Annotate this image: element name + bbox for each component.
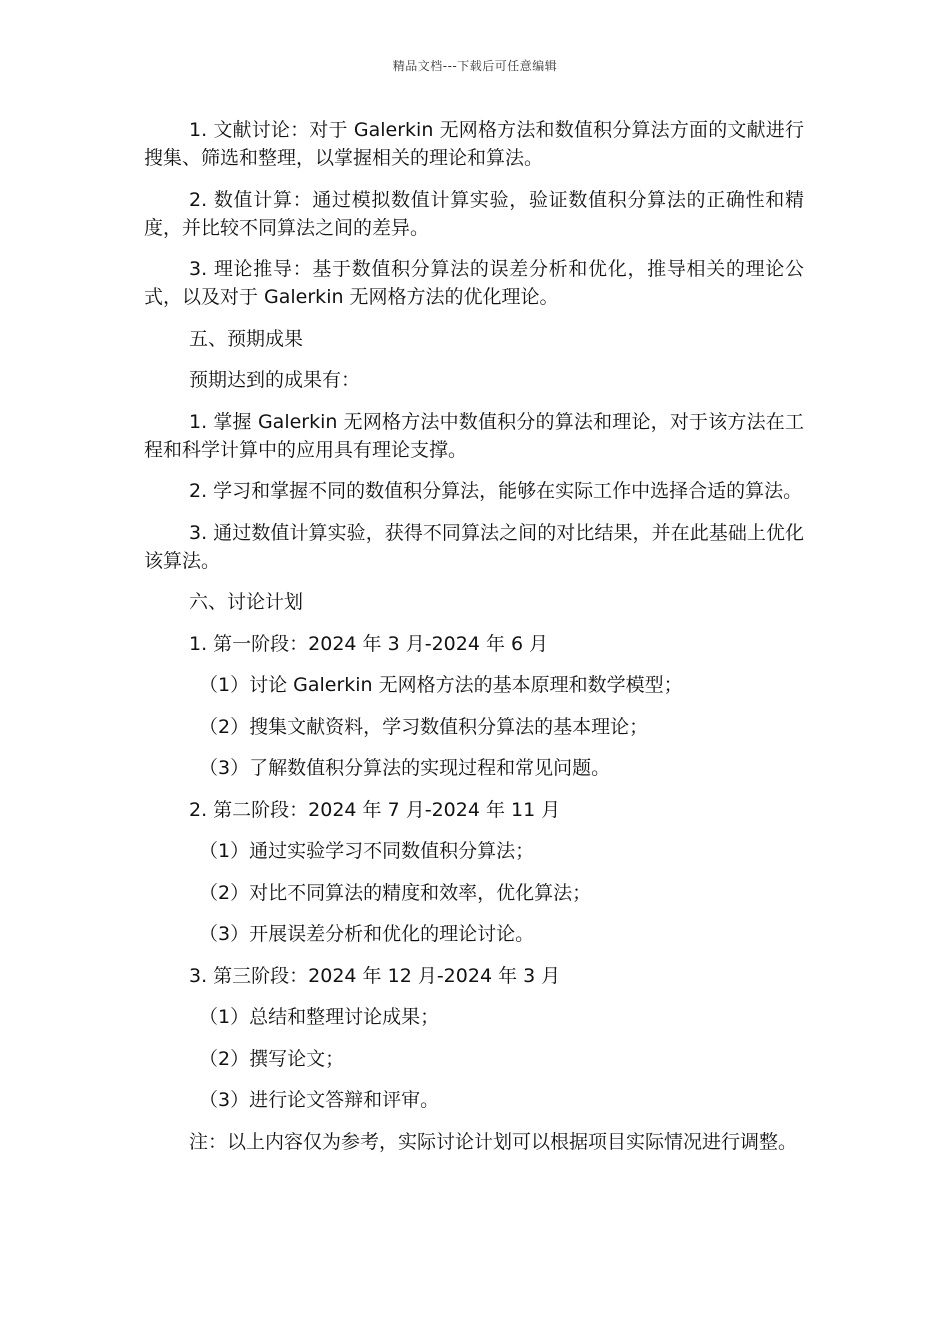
paragraph-expected-2: 2. 学习和掌握不同的数值积分算法，能够在实际工作中选择合适的算法。 xyxy=(189,480,803,502)
plan-stage-1-item-3: （3）了解数值积分算法的实现过程和常见问题。 xyxy=(199,757,611,779)
paragraph-expected-3: 3. 通过数值计算实验，获得不同算法之间的对比结果，并在此基础上优化该算法。 xyxy=(144,521,804,572)
plan-stage-1: 1. 第一阶段：2024 年 3 月-2024 年 6 月 xyxy=(189,632,549,655)
plan-stage-2-item-2: （2）对比不同算法的精度和效率，优化算法； xyxy=(199,881,592,904)
document-body xyxy=(144,116,804,1169)
paragraph-note: 注：以上内容仅为参考，实际讨论计划可以根据项目实际情况进行调整。 xyxy=(189,1130,798,1153)
plan-stage-1-item-2: （2）搜集文献资料，学习数值积分算法的基本理论； xyxy=(199,715,649,738)
paragraph-expected-intro: 预期达到的成果有： xyxy=(189,369,361,391)
plan-stage-2: 2. 第二阶段：2024 年 7 月-2024 年 11 月 xyxy=(189,798,561,821)
section-heading-expected-results: 五、预期成果 xyxy=(189,327,304,350)
plan-stage-3: 3. 第三阶段：2024 年 12 月-2024 年 3 月 xyxy=(189,964,561,987)
page-header: 精品文档---下载后可任意编辑 xyxy=(392,59,558,73)
plan-stage-3-item-1: （1）总结和整理讨论成果； xyxy=(199,1006,440,1028)
paragraph-method-numerical: 2. 数值计算：通过模拟数值计算实验，验证数值积分算法的正确性和精度，并比较不同算法之间的差异。 xyxy=(144,188,804,239)
plan-stage-2-item-1: （1）通过实验学习不同数值积分算法； xyxy=(199,840,535,862)
paragraph-expected-1: 1. 掌握 Galerkin 无网格方法中数值积分的算法和理论，对于该方法在工程和科学计算中的应用具有理论支撑。 xyxy=(144,410,804,461)
plan-stage-3-item-3: （3）进行论文答辩和评审。 xyxy=(199,1089,440,1111)
paragraph-method-literature: 1. 文献讨论：对于 Galerkin 无网格方法和数值积分算法方面的文献进行搜集、筛选和整理，以掌握相关的理论和算法。 xyxy=(144,119,804,169)
plan-stage-3-item-2: （2）撰写论文； xyxy=(199,1047,345,1070)
plan-stage-1-item-1: （1）讨论 Galerkin 无网格方法的基本原理和数学模型； xyxy=(199,674,683,696)
paragraph-method-theory: 3. 理论推导：基于数值积分算法的误差分析和优化，推导相关的理论公式，以及对于 Galerkin 无网格方法的优化理论。 xyxy=(144,258,804,308)
plan-stage-2-item-3: （3）开展误差分析和优化的理论讨论。 xyxy=(199,923,535,945)
section-heading-plan: 六、讨论计划 xyxy=(189,591,304,613)
